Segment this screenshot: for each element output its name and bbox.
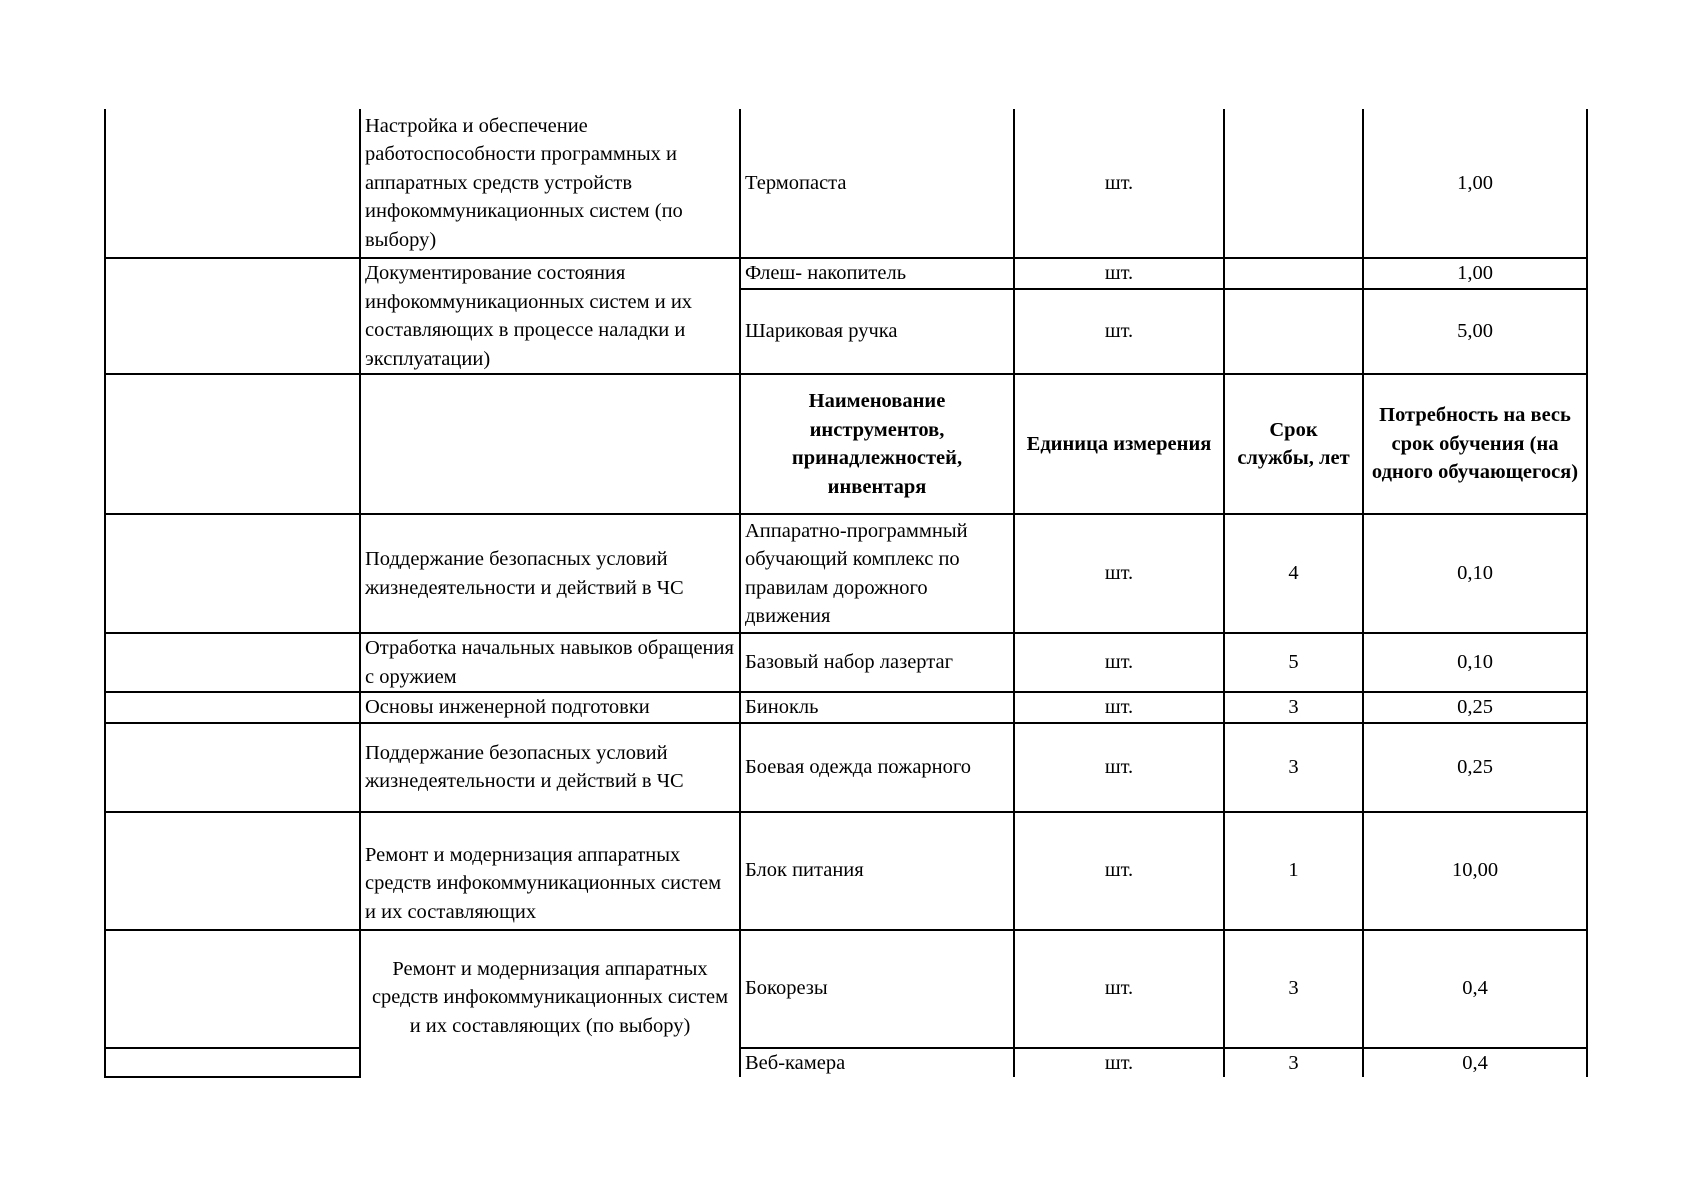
unit-cell: шт.	[1014, 109, 1224, 258]
topic-cell: Основы инженерной подготовки	[360, 692, 740, 723]
table-row	[105, 514, 1587, 633]
table-row	[105, 1048, 1587, 1078]
need-cell: 5,00	[1363, 289, 1587, 374]
item-cell: Бокорезы	[740, 930, 1014, 1048]
table-row	[105, 258, 1587, 289]
unit-cell: шт.	[1014, 514, 1224, 633]
blank-cell	[105, 514, 360, 633]
unit-cell: шт.	[1014, 258, 1224, 289]
unit-cell: шт.	[1014, 1048, 1224, 1078]
blank-cell	[105, 723, 360, 812]
unit-cell: шт.	[1014, 289, 1224, 374]
blank-cell	[105, 374, 360, 514]
unit-cell: шт.	[1014, 723, 1224, 812]
header-unit: Единица измерения	[1014, 374, 1224, 514]
life-cell: 4	[1224, 514, 1363, 633]
need-cell: 0,10	[1363, 514, 1587, 633]
need-cell: 1,00	[1363, 258, 1587, 289]
life-cell: 5	[1224, 633, 1363, 692]
life-cell: 3	[1224, 692, 1363, 723]
life-cell: 3	[1224, 1048, 1363, 1078]
life-cell: 1	[1224, 812, 1363, 930]
topic-cell: Отработка начальных навыков обращения с оружием	[360, 633, 740, 692]
item-cell: Флеш- накопитель	[740, 258, 1014, 289]
need-cell: 0,10	[1363, 633, 1587, 692]
header-need: Потребность на весь срок обучения (на одного обучающегося)	[1363, 374, 1587, 514]
life-cell	[1224, 109, 1363, 258]
item-cell: Бинокль	[740, 692, 1014, 723]
blank-cell	[105, 812, 360, 930]
header-row	[105, 374, 1587, 514]
unit-cell: шт.	[1014, 633, 1224, 692]
blank-cell	[105, 109, 360, 258]
topic-cell: Поддержание безопасных условий жизнедеятельности и действий в ЧС	[360, 514, 740, 633]
need-cell: 1,00	[1363, 109, 1587, 258]
header-life: Срок службы, лет	[1224, 374, 1363, 514]
need-cell: 0,4	[1363, 1048, 1587, 1078]
unit-cell: шт.	[1014, 930, 1224, 1048]
item-cell: Базовый набор лазертаг	[740, 633, 1014, 692]
table-row	[105, 723, 1587, 812]
need-cell: 0,25	[1363, 723, 1587, 812]
item-cell: Веб-камера	[740, 1048, 1014, 1078]
topic-cell: Ремонт и модернизация аппаратных средств инфокоммуникационных систем и их составляющих (по выбору)	[360, 930, 740, 1078]
need-cell: 0,25	[1363, 692, 1587, 723]
blank-cell	[105, 692, 360, 723]
life-cell: 3	[1224, 723, 1363, 812]
need-cell: 10,00	[1363, 812, 1587, 930]
header-name: Наименование инструментов, принадлежностей, инвентаря	[740, 374, 1014, 514]
item-cell: Термопаста	[740, 109, 1014, 258]
life-cell	[1224, 258, 1363, 289]
blank-cell	[105, 930, 360, 1048]
topic-cell: Поддержание безопасных условий жизнедеятельности и действий в ЧС	[360, 723, 740, 812]
table-row	[105, 109, 1587, 258]
topic-cell: Настройка и обеспечение работоспособности программных и аппаратных средств устройств инфокоммуникационных систем (по выбору)	[360, 109, 740, 258]
topic-cell: Документирование состояния инфокоммуникационных систем и их составляющих в процессе наладки и эксплуатации)	[360, 258, 740, 374]
life-cell: 3	[1224, 930, 1363, 1048]
item-cell: Аппаратно-программный обучающий комплекс по правилам дорожного движения	[740, 514, 1014, 633]
blank-cell	[360, 374, 740, 514]
blank-cell	[105, 1048, 360, 1078]
equipment-table	[104, 109, 1588, 1078]
unit-cell: шт.	[1014, 812, 1224, 930]
blank-cell	[105, 258, 360, 374]
need-cell: 0,4	[1363, 930, 1587, 1048]
item-cell: Блок питания	[740, 812, 1014, 930]
item-cell: Шариковая ручка	[740, 289, 1014, 374]
table-row	[105, 930, 1587, 1048]
table-row	[105, 812, 1587, 930]
item-cell: Боевая одежда пожарного	[740, 723, 1014, 812]
life-cell	[1224, 289, 1363, 374]
topic-cell: Ремонт и модернизация аппаратных средств инфокоммуникационных систем и их составляющих	[360, 812, 740, 930]
blank-cell	[105, 633, 360, 692]
unit-cell: шт.	[1014, 692, 1224, 723]
table-row	[105, 633, 1587, 692]
table-row	[105, 692, 1587, 723]
